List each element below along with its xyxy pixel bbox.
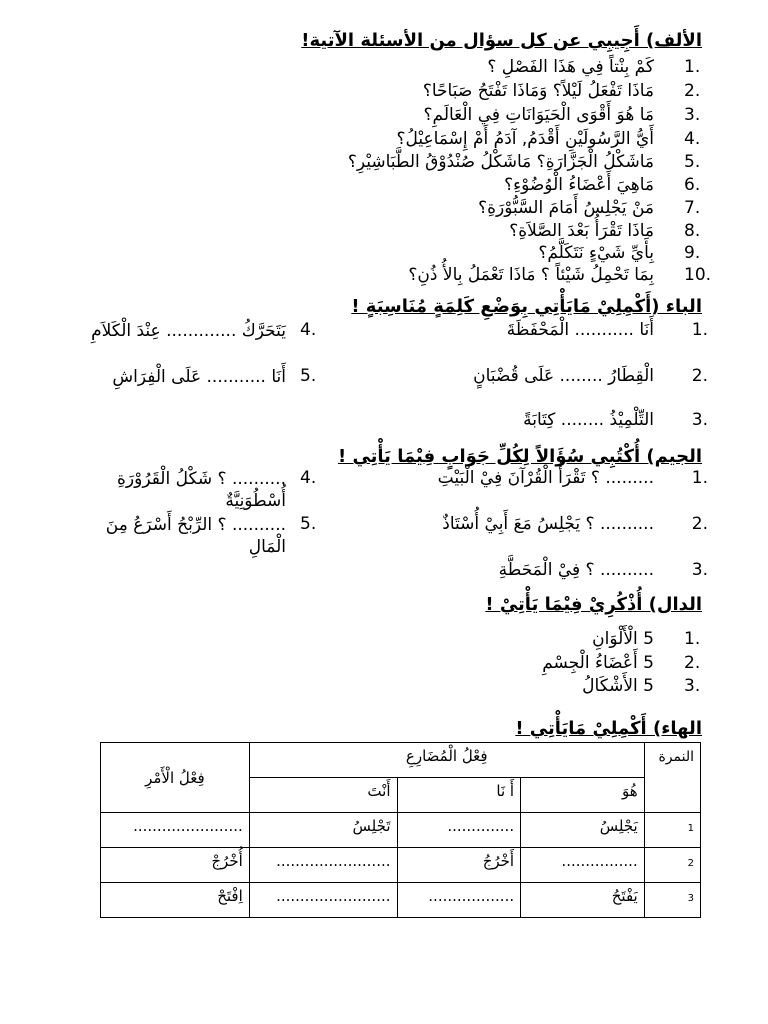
question-item: [60, 128, 726, 151]
amr-cell-text: اِفْتَحْ: [217, 887, 243, 905]
ana-cell: [397, 813, 521, 848]
question-text: بِمَا تَحْمِلُ شَيْئاً ؟ مَاذَا تَعْمَلُ بِالأُ ذُنِ؟: [408, 265, 654, 285]
amr-cell: [101, 813, 250, 848]
question-text: مَاهِيَ أَعْضَاءُ الْوُضُوْءِ؟: [504, 175, 654, 195]
header-mudhari: فِعْلُ الْمُضَارِعِ: [249, 743, 644, 778]
item-number: 1.: [684, 57, 701, 77]
section-d-title: الدال) أُذْكُرِيْ فِيْمَا يَأْتِيْ !: [485, 594, 702, 615]
section-e-title: الهاء) أَكْمِلِيْ مَايَأْتِي !: [515, 718, 702, 739]
question-item: [60, 80, 726, 103]
question-text: بِأَيِّ شَيْءٍ نَتَكَلَّمُ؟: [538, 243, 654, 263]
row-number-cell-text: 3: [687, 893, 694, 904]
item-number: 10.: [684, 265, 712, 285]
huwa-cell: [521, 848, 645, 883]
anti-cell: [249, 848, 397, 883]
question-item: [60, 264, 726, 287]
item-number: 9.: [684, 243, 701, 263]
header-huwa: هُوَ: [521, 778, 645, 813]
fill-in-left: .......... ؟ الرِّبْحُ أَسْرَعُ مِنَ الْمَالِ: [105, 515, 286, 557]
header-anti: أَنْتَ: [249, 778, 397, 813]
fill-in-left: .......... ؟ شَكْلُ الْقَرُوْرَةِ أُسْطُوَنِيَّةٌ: [117, 469, 286, 511]
fill-in-left: أَنَا ........... عَلَى الْفِرَاشِ: [112, 367, 286, 387]
question-text: مَاشَكْلُ الْجَزَّارَةِ؟ مَاشَكْلُ صُنْدُوْقُ الطَّبَاشِيْرِ؟: [347, 152, 654, 172]
table-row: [101, 813, 701, 848]
fill-in-left: يَتَحَرَّكُ ............. عِنْدَ الْكَلاَمِ: [91, 321, 286, 341]
header-ana: أَ نَا: [397, 778, 521, 813]
amr-cell-text: .......................: [133, 817, 243, 835]
list-text: 5 أَعْضَاءُ الْجِسْمِ: [542, 653, 654, 673]
item-number: 4.: [300, 468, 317, 488]
item-number: 2.: [684, 81, 701, 101]
question-item: [60, 151, 726, 174]
verb-table: [100, 742, 701, 918]
huwa-cell-text: يَجْلِسُ: [599, 817, 638, 835]
amr-cell-text: أُخْرُجْ: [211, 852, 243, 870]
fill-in-right: الْقِطَارُ ........ عَلَى قُضْبَانٍ: [473, 366, 654, 386]
list-item: [60, 652, 726, 675]
section-c-title: الجيم) أُكْتُبِي سُؤَالاً لِكُلِّ جَوَابٍ فِيْمَا يَأْتِي !: [337, 446, 702, 467]
row-number-cell: [644, 813, 700, 848]
question-item: [60, 242, 726, 265]
item-number: 4.: [684, 129, 701, 149]
ana-cell-text: أَخْرُجُ: [482, 852, 515, 870]
anti-cell: [249, 883, 397, 918]
item-number: 3.: [691, 560, 708, 580]
ana-cell-text: ..............: [447, 817, 515, 835]
item-number: 8.: [684, 221, 701, 241]
amr-cell: [101, 883, 250, 918]
row-number-cell: [644, 883, 700, 918]
item-number: 5.: [300, 366, 317, 386]
item-number: 1.: [691, 320, 708, 340]
ana-cell: [397, 848, 521, 883]
question-item: [60, 56, 726, 79]
ana-cell-text: ..................: [428, 887, 515, 905]
anti-cell-text: ........................: [276, 852, 391, 870]
anti-cell-text: تَجْلِسُ: [352, 817, 391, 835]
question-text: كَمْ بِنْتاً فِي هَذَا الفَصْلِ ؟: [487, 57, 654, 77]
anti-cell: [249, 813, 397, 848]
header-amr: فِعْلُ الْأَمْرِ: [101, 743, 250, 813]
row-number-cell: [644, 848, 700, 883]
item-number: 4.: [300, 320, 317, 340]
item-number: 3.: [684, 105, 701, 125]
item-number: 3.: [691, 410, 708, 430]
item-number: 6.: [684, 175, 701, 195]
item-number: 1.: [684, 629, 701, 649]
item-number: 3.: [684, 676, 701, 696]
ana-cell: [397, 883, 521, 918]
huwa-cell-text: يَفْتَحُ: [611, 887, 638, 905]
question-item: [60, 197, 726, 220]
item-number: 1.: [691, 468, 708, 488]
item-number: 7.: [684, 198, 701, 218]
huwa-cell: [521, 813, 645, 848]
item-number: 2.: [691, 366, 708, 386]
fill-in-right: ......... ؟ تَقْرَأُ الْقُرْآنَ فِيْ الْبَيْتِ: [437, 468, 654, 488]
huwa-cell: [521, 883, 645, 918]
question-text: أَيُّ الرَّسُولَيْنِ أَقْدَمُ, آدَمُ أَمْ إِسْمَاعِيْلُ؟: [396, 129, 654, 149]
table-row: [101, 848, 701, 883]
list-text: 5 الْأَلْوَانِ: [592, 629, 654, 649]
question-text: مَا هُوَ أَقْوَى الْحَيَوَانَاتِ فِي الْعَالَمِ؟: [423, 105, 654, 125]
question-item: [60, 174, 726, 197]
list-text: 5 الأَشْكَالُ: [582, 676, 654, 696]
section-b-title: الباء (أَكْمِلِيْ مَايَأْتِي بِوَضْعِ كَلِمَةٍ مُنَاسِبَةٍ !: [351, 296, 702, 317]
question-text: مَاذَا تَفْعَلُ لَيْلاً؟ وَمَاذَا تَفْتَحُ صَبَاحًا؟: [422, 81, 654, 101]
question-text: مَنْ يَجْلِسُ أَمَامَ السَّبُّوْرَةِ؟: [478, 198, 654, 218]
amr-cell: [101, 848, 250, 883]
section-a-title: الألف) أَجِيبِي عن كل سؤال من الأسئلة الآتية!: [301, 30, 702, 51]
question-item: [60, 104, 726, 127]
header-number: النمرة: [644, 743, 700, 813]
question-item: [60, 220, 726, 243]
list-item: [60, 675, 726, 698]
row-number-cell-text: 1: [687, 823, 694, 834]
item-number: 2.: [684, 653, 701, 673]
item-number: 5.: [684, 152, 701, 172]
item-number: 5.: [300, 514, 317, 534]
item-number: 2.: [691, 514, 708, 534]
fill-in-right: .......... ؟ يَجْلِسُ مَعَ أَبِيْ أُسْتَاذٌ: [442, 514, 654, 534]
list-item: [60, 628, 726, 651]
fill-in-right: .......... ؟ فِيْ الْمَحَطَّةِ: [498, 560, 654, 580]
table-row: [101, 883, 701, 918]
fill-in-right: التِّلْمِيْذُ ........ كِتَابَةً: [523, 410, 654, 430]
anti-cell-text: ........................: [276, 887, 391, 905]
row-number-cell-text: 2: [687, 858, 694, 869]
question-text: مَاذَا تَقْرَأُ بَعْدَ الصَّلاَةِ؟: [509, 221, 654, 241]
fill-in-right: أَنَا ........... الْمَحْفَظَةَ: [506, 320, 654, 340]
huwa-cell-text: ................: [561, 852, 638, 870]
